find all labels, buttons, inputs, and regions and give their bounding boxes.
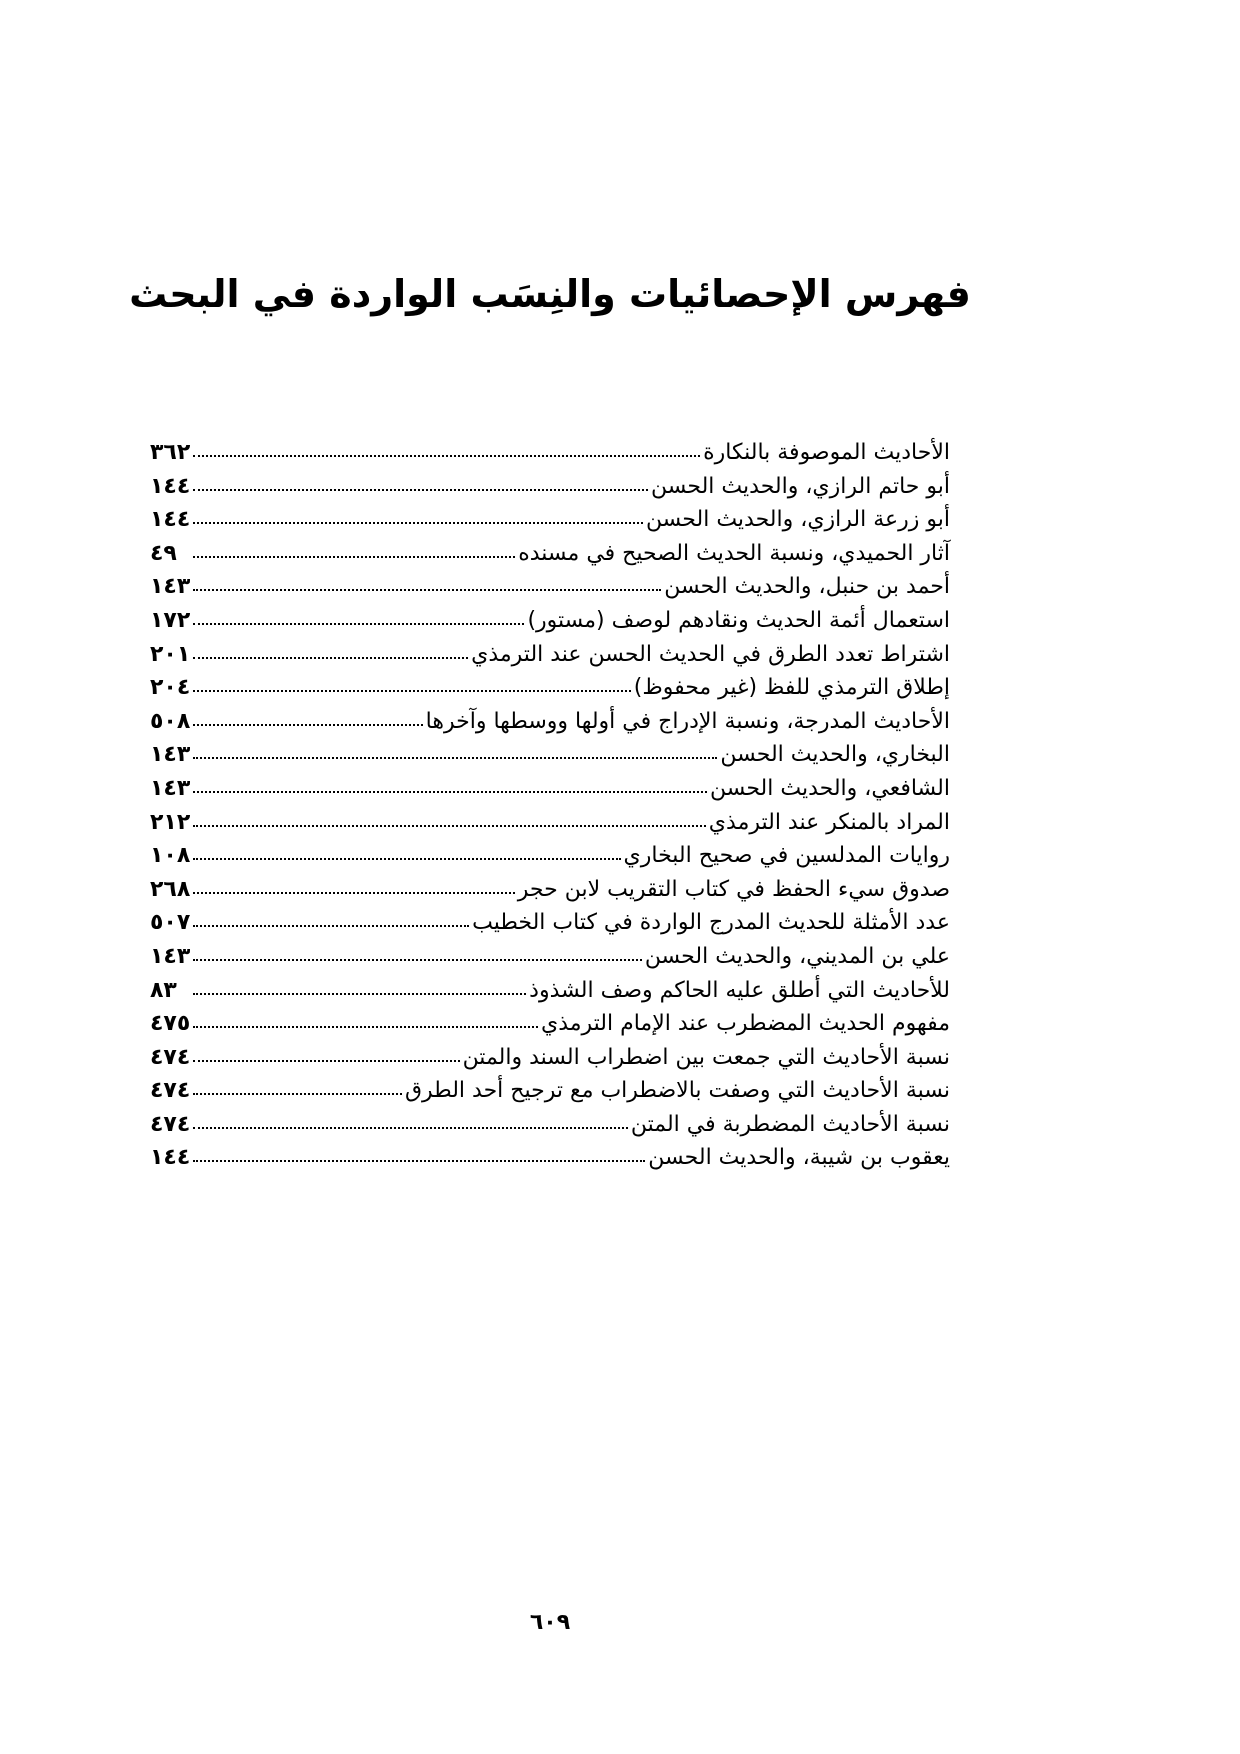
index-entry — [150, 1011, 950, 1045]
index-entry — [150, 709, 950, 743]
dot-leader — [193, 791, 707, 793]
index-entry — [150, 675, 950, 709]
dot-leader — [193, 589, 661, 591]
entry-page-number: ١٤٤ — [150, 1145, 191, 1171]
index-entry — [150, 1112, 950, 1146]
page-title: فهرس الإحصائيات والنِسَب الواردة في البحث — [129, 272, 971, 316]
entry-topic: روايات المدلسين في صحيح البخاري — [623, 843, 950, 869]
entry-topic: نسبة الأحاديث التي وصفت بالاضطراب مع ترجيح أحد الطرق — [404, 1078, 950, 1104]
dot-leader — [193, 1127, 628, 1129]
index-entry — [150, 608, 950, 642]
dot-leader — [193, 690, 630, 692]
entry-topic: المراد بالمنكر عند الترمذي — [708, 809, 950, 835]
entry-page-number: ١٤٤ — [150, 473, 191, 499]
dot-leader — [193, 1160, 645, 1162]
index-entry — [150, 877, 950, 911]
entry-topic: يعقوب بن شيبة، والحديث الحسن — [648, 1145, 950, 1171]
index-entry — [150, 978, 950, 1012]
entry-page-number: ٤٧٤ — [150, 1111, 191, 1137]
index-entry — [150, 843, 950, 877]
index-entry — [150, 440, 950, 474]
entry-topic: أبو حاتم الرازي، والحديث الحسن — [651, 473, 950, 499]
entry-page-number: ١٤٣ — [150, 742, 191, 768]
index-entry — [150, 507, 950, 541]
dot-leader — [193, 1093, 402, 1095]
dot-leader — [193, 724, 422, 726]
index-entry — [150, 541, 950, 575]
entry-topic: مفهوم الحديث المضطرب عند الإمام الترمذي — [540, 1011, 950, 1037]
entry-page-number: ٤٧٥ — [150, 1011, 191, 1037]
dot-leader — [193, 556, 515, 558]
entry-page-number: ٢٠٤ — [150, 675, 191, 701]
dot-leader — [193, 489, 648, 491]
index-entry — [150, 810, 950, 844]
dot-leader — [193, 1060, 459, 1062]
entry-topic: البخاري، والحديث الحسن — [720, 742, 950, 768]
entry-topic: الأحاديث الموصوفة بالنكارة — [703, 440, 950, 465]
dot-leader — [193, 858, 620, 860]
entry-topic: الأحاديث المدرجة، ونسبة الإدراج في أولها ووسطها وآخرها — [425, 708, 950, 734]
dot-leader — [193, 657, 468, 659]
index-entry — [150, 1078, 950, 1112]
index-entry — [150, 1145, 950, 1179]
entry-topic: آثار الحميدي، ونسبة الحديث الصحيح في مسنده — [518, 540, 950, 566]
entry-page-number: ٤٧٤ — [150, 1078, 191, 1104]
entry-page-number: ١٧٢ — [150, 607, 191, 633]
dot-leader — [193, 1026, 538, 1028]
entry-topic: إطلاق الترمذي للفظ (غير محفوظ) — [633, 675, 950, 701]
index-entry — [150, 642, 950, 676]
entry-page-number: ٢١٢ — [150, 809, 191, 835]
entry-page-number: ٣٦٢ — [150, 440, 191, 465]
entry-topic: علي بن المديني، والحديث الحسن — [644, 943, 950, 969]
entry-page-number: ٤٧٤ — [150, 1044, 191, 1070]
entry-page-number: ١٠٨ — [150, 843, 191, 869]
entry-page-number: ١٤٣ — [150, 943, 191, 969]
entry-topic: نسبة الأحاديث المضطربة في المتن — [630, 1111, 950, 1137]
dot-leader — [193, 623, 524, 625]
dot-leader — [193, 925, 469, 927]
entry-topic: للأحاديث التي أطلق عليه الحاكم وصف الشذوذ — [529, 977, 950, 1003]
dot-leader — [193, 455, 700, 457]
page-number: ٦٠٩ — [529, 1610, 571, 1635]
entry-page-number: ٢٦٨ — [150, 876, 191, 902]
entry-topic: الشافعي، والحديث الحسن — [709, 775, 950, 801]
dot-leader — [193, 959, 642, 961]
index-entry — [150, 776, 950, 810]
dot-leader — [193, 892, 515, 894]
entry-page-number: ١٤٣ — [150, 574, 191, 600]
entry-page-number: ٥٠٧ — [150, 910, 191, 936]
index-entry — [150, 1045, 950, 1079]
index-list — [150, 440, 950, 1179]
index-entry — [150, 742, 950, 776]
dot-leader — [193, 522, 643, 524]
entry-page-number: ١٤٤ — [150, 507, 191, 533]
index-entry — [150, 910, 950, 944]
dot-leader — [193, 757, 717, 759]
entry-page-number: ٨٣ — [150, 977, 177, 1003]
index-entry — [150, 474, 950, 508]
index-entry — [150, 574, 950, 608]
entry-topic: أبو زرعة الرازي، والحديث الحسن — [645, 507, 950, 533]
entry-topic: اشتراط تعدد الطرق في الحديث الحسن عند الترمذي — [471, 641, 950, 667]
entry-topic: نسبة الأحاديث التي جمعت بين اضطراب السند والمتن — [462, 1044, 950, 1070]
entry-topic: عدد الأمثلة للحديث المدرج الواردة في كتاب الخطيب — [472, 910, 950, 936]
entry-page-number: ٥٠٨ — [150, 708, 191, 734]
entry-page-number: ١٤٣ — [150, 775, 191, 801]
entry-topic: استعمال أئمة الحديث ونقادهم لوصف (مستور) — [527, 607, 950, 633]
dot-leader — [193, 825, 706, 827]
entry-topic: أحمد بن حنبل، والحديث الحسن — [664, 574, 950, 600]
dot-leader — [193, 993, 526, 995]
index-entry — [150, 944, 950, 978]
entry-topic: صدوق سيء الحفظ في كتاب التقريب لابن حجر — [517, 876, 950, 902]
entry-page-number: ٢٠١ — [150, 641, 191, 667]
entry-page-number: ٤٩ — [150, 540, 177, 566]
